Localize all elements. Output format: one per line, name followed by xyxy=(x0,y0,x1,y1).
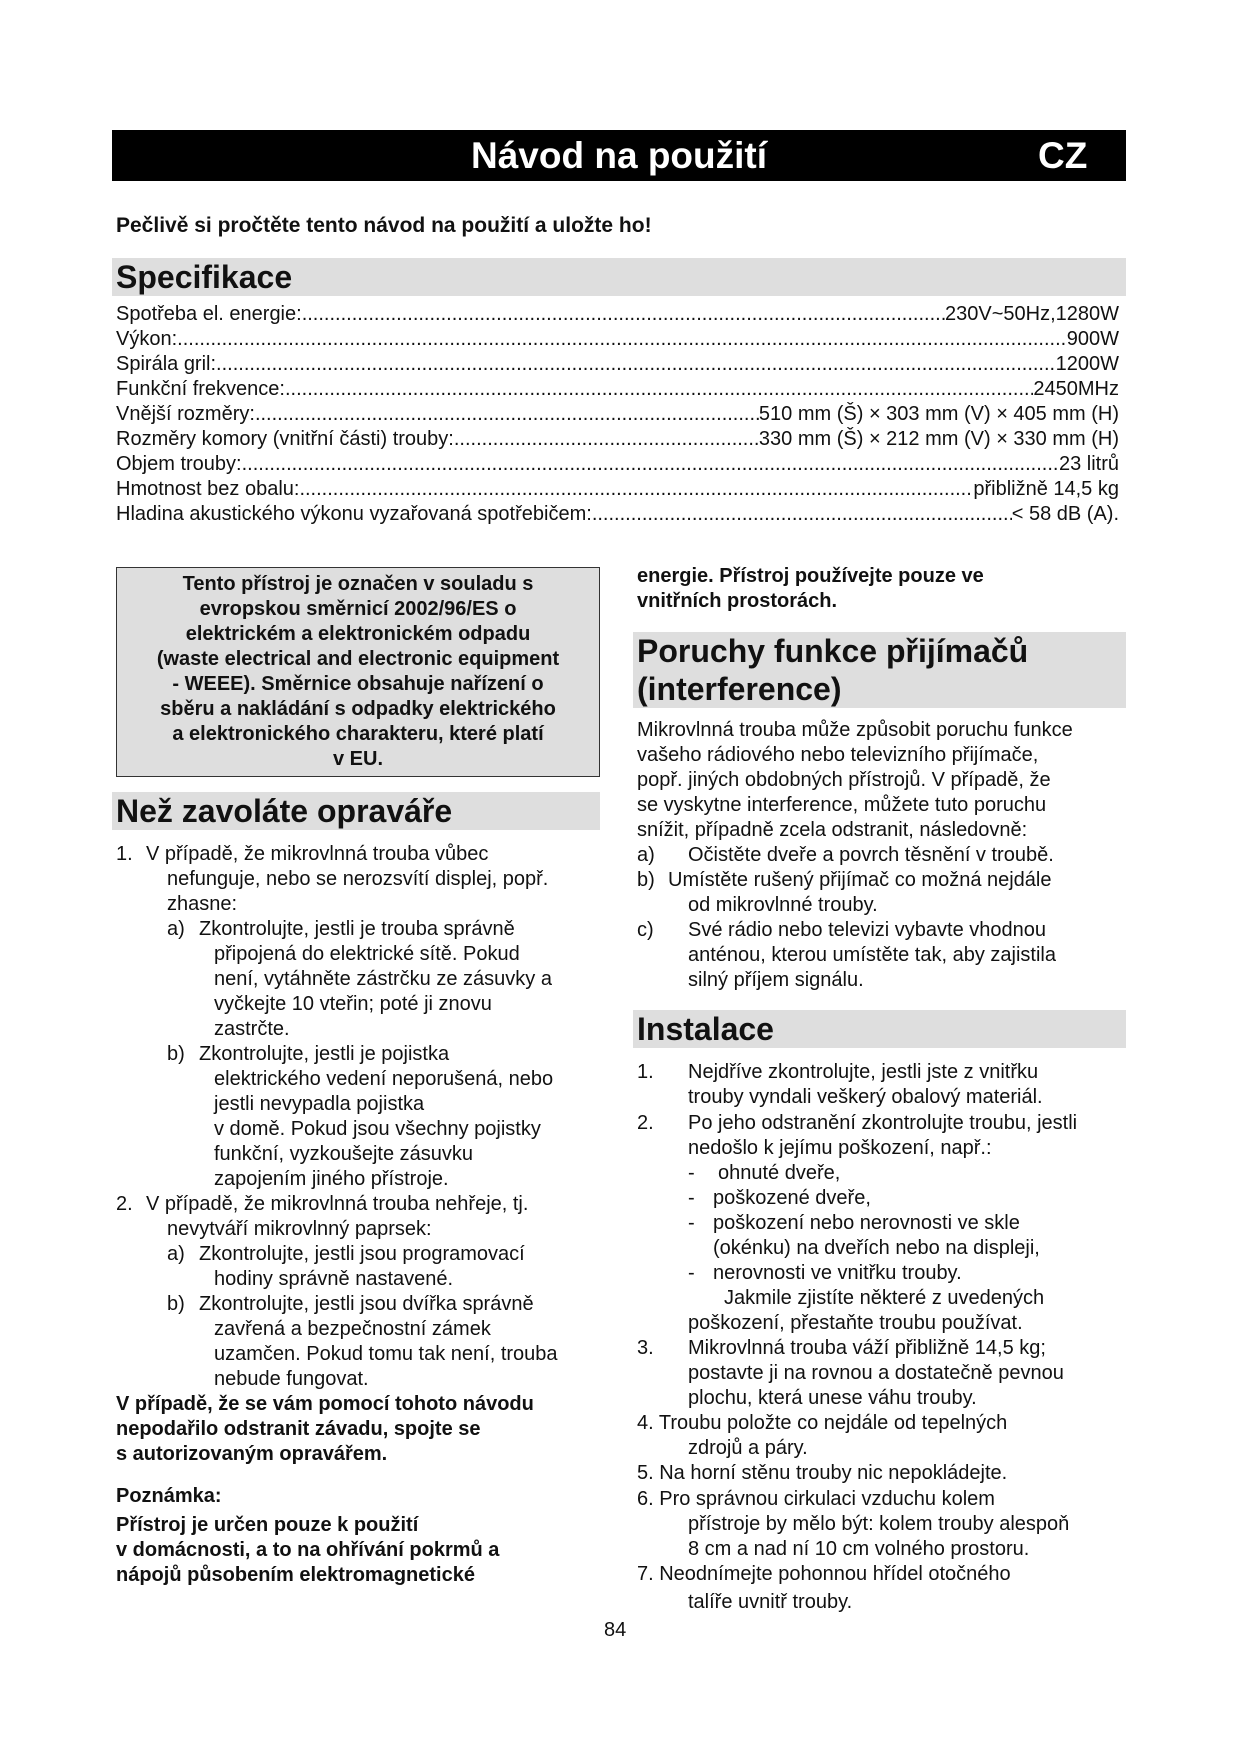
repair-item-1a-text: připojená do elektrické sítě. Pokud xyxy=(214,943,520,965)
repair-item-2a-text: hodiny správně nastavené. xyxy=(214,1268,454,1290)
install-item-text: 8 cm a nad ní 10 cm volného prostoru. xyxy=(688,1538,1030,1560)
weee-line: Tento přístroj je označen v souladu s xyxy=(182,573,534,595)
install-item-number: 1. xyxy=(637,1061,654,1083)
install-item-text: 7. Neodnímejte pohonnou hřídel otočného xyxy=(637,1563,1011,1585)
weee-line: a elektronického charakteru, které platí xyxy=(172,723,544,745)
page-title: Návod na použití xyxy=(471,135,767,176)
interference-c-label: c) xyxy=(637,919,654,941)
language-code: CZ xyxy=(1038,135,1088,176)
repair-item-1b-text: Zkontrolujte, jestli je pojistka xyxy=(199,1043,450,1065)
spec-label: Vnější rozměry: xyxy=(116,403,255,425)
spec-row xyxy=(116,327,1119,352)
spec-value: < 58 dB (A). xyxy=(1011,503,1119,525)
repair-closing: s autorizovaným opravářem. xyxy=(116,1443,388,1465)
interference-paragraph: se vyskytne interference, můžete tuto poruchu xyxy=(637,794,1047,816)
spec-row xyxy=(116,377,1119,402)
repair-item-1b-text: v domě. Pokud jsou všechny pojistky xyxy=(214,1118,541,1140)
repair-closing: V případě, že se vám pomocí tohoto návodu xyxy=(116,1393,534,1415)
spec-value: 1200W xyxy=(1055,353,1119,375)
install-item-number: 3. xyxy=(637,1337,654,1359)
interference-heading xyxy=(633,632,1126,708)
repair-item-2-text: V případě, že mikrovlnná trouba nehřeje, tj. xyxy=(146,1193,529,1215)
spec-row xyxy=(116,477,1119,502)
install-item-text: 4. Troubu položte co nejdále od tepelných xyxy=(637,1412,1008,1434)
interference-heading-line: Poruchy funkce přijímačů xyxy=(637,633,1029,669)
install-item-text: talíře uvnitř trouby. xyxy=(688,1591,853,1613)
dash-bullet: - xyxy=(688,1162,695,1184)
repair-item-1a-label: a) xyxy=(167,918,185,940)
note-continuation: vnitřních prostorách. xyxy=(637,590,838,612)
interference-paragraph: Mikrovlnná trouba může způsobit poruchu funkce xyxy=(637,719,1073,741)
repair-item-2-number: 2. xyxy=(116,1193,133,1215)
spec-row xyxy=(116,402,1119,427)
install-note: poškození, přestaňte troubu používat. xyxy=(688,1312,1023,1334)
repair-item-1b-text: elektrického vedení neporušená, nebo xyxy=(214,1068,554,1090)
repair-item-1-text: V případě, že mikrovlnná trouba vůbec xyxy=(146,843,489,865)
repair-item-1b-text: jestli nevypadla pojistka xyxy=(214,1093,425,1115)
spec-value: 900W xyxy=(1066,328,1119,350)
spec-label: Spirála gril: xyxy=(116,353,217,375)
spec-value: 23 litrů xyxy=(1058,453,1119,475)
interference-b-text: Umístěte rušený přijímač co možná nejdále xyxy=(668,869,1052,891)
dash-bullet: - xyxy=(688,1262,695,1284)
spec-row xyxy=(116,452,1119,477)
repair-item-2b-text: uzamčen. Pokud tomu tak není, trouba xyxy=(214,1343,558,1365)
repair-item-1b-label: b) xyxy=(167,1043,185,1065)
note-text: Přístroj je určen pouze k použití xyxy=(116,1514,419,1536)
repair-item-1b-text: zapojením jiného přístroje. xyxy=(214,1168,449,1190)
dash-bullet: - xyxy=(688,1187,695,1209)
repair-item-2b-text: Zkontrolujte, jestli jsou dvířka správně xyxy=(199,1293,534,1315)
spec-label: Objem trouby: xyxy=(116,453,242,475)
repair-item-1a-text: zastrčte. xyxy=(214,1018,290,1040)
repair-item-2a-text: Zkontrolujte, jestli jsou programovací xyxy=(199,1243,525,1265)
repair-heading: Než zavoláte opraváře xyxy=(112,792,600,830)
weee-line: - WEEE). Směrnice obsahuje nařízení o xyxy=(172,673,544,695)
repair-item-1a-text: Zkontrolujte, jestli je trouba správně xyxy=(199,918,515,940)
interference-paragraph: popř. jiných obdobných přístrojů. V případě, že xyxy=(637,769,1051,791)
install-item-number: 2. xyxy=(637,1112,654,1134)
interference-a-text: Očistěte dveře a povrch těsnění v troubě. xyxy=(688,844,1054,866)
install-item-text: trouby vyndali veškerý obalový materiál. xyxy=(688,1086,1043,1108)
interference-c-text: silný příjem signálu. xyxy=(688,969,864,991)
install-item-text: Nejdříve zkontrolujte, jestli jste z vnitřku xyxy=(688,1061,1039,1083)
repair-item-1-text: nefunguje, nebo se nerozsvítí displej, popř. xyxy=(167,868,549,890)
damage-item: nerovnosti ve vnitřku trouby. xyxy=(713,1262,962,1284)
page-title-bar xyxy=(112,130,1126,181)
spec-label: Výkon: xyxy=(116,328,178,350)
page-number: 84 xyxy=(604,1619,627,1641)
install-item-text: přístroje by mělo být: kolem trouby alespoň xyxy=(688,1513,1070,1535)
spec-value: 330 mm (Š) × 212 mm (V) × 330 mm (H) xyxy=(758,428,1119,450)
specs-heading: Specifikace xyxy=(112,258,1126,296)
spec-row xyxy=(116,502,1119,527)
damage-item: (okénku) na dveřích nebo na displeji, xyxy=(713,1237,1040,1259)
specs-list xyxy=(116,302,1119,527)
weee-line: elektrickém a elektronickém odpadu xyxy=(185,623,531,645)
note-text: nápojů působením elektromagnetické xyxy=(116,1564,475,1586)
damage-item: ohnuté dveře, xyxy=(718,1162,841,1184)
spec-label: Hladina akustického výkonu vyzařovaná spotřebičem: xyxy=(116,503,592,525)
repair-item-2-text: nevytváří mikrovlnný paprsek: xyxy=(167,1218,432,1240)
repair-item-2b-label: b) xyxy=(167,1293,185,1315)
note-continuation: energie. Přístroj používejte pouze ve xyxy=(637,565,984,587)
repair-item-1b-text: funkční, vyzkoušejte zásuvku xyxy=(214,1143,474,1165)
damage-item: poškozené dveře, xyxy=(713,1187,871,1209)
interference-c-text: anténou, kterou umístěte tak, aby zajistila xyxy=(688,944,1056,966)
note-text: v domácnosti, a to na ohřívání pokrmů a xyxy=(116,1539,500,1561)
repair-item-1-number: 1. xyxy=(116,843,133,865)
intro-text: Pečlivě si pročtěte tento návod na použití a uložte ho! xyxy=(116,214,652,237)
spec-row xyxy=(116,427,1119,452)
repair-item-1a-text: vyčkejte 10 vteřin; poté ji znovu xyxy=(214,993,492,1015)
install-heading: Instalace xyxy=(633,1010,1126,1048)
weee-notice-box xyxy=(116,567,600,777)
interference-paragraph: vašeho rádiového nebo televizního přijímače, xyxy=(637,744,1039,766)
weee-line: sběru a nakládání s odpadky elektrického xyxy=(160,698,556,720)
repair-item-1a-text: není, vytáhněte zástrčku ze zásuvky a xyxy=(214,968,552,990)
repair-item-1-text: zhasne: xyxy=(167,893,238,915)
spec-row xyxy=(116,352,1119,377)
note-label: Poznámka: xyxy=(116,1485,222,1507)
repair-item-2b-text: nebude fungovat. xyxy=(214,1368,369,1390)
interference-b-label: b) xyxy=(637,869,655,891)
repair-item-2a-label: a) xyxy=(167,1243,185,1265)
spec-label: Hmotnost bez obalu: xyxy=(116,478,300,500)
spec-value: 230V~50Hz,1280W xyxy=(944,303,1119,325)
spec-label: Rozměry komory (vnitřní části) trouby: xyxy=(116,428,454,450)
install-item-text: 6. Pro správnou cirkulaci vzduchu kolem xyxy=(637,1488,995,1510)
install-item-text: zdrojů a páry. xyxy=(688,1437,808,1459)
install-item-text: nedošlo k jejímu poškození, např.: xyxy=(688,1137,992,1159)
install-item-text: Po jeho odstranění zkontrolujte troubu, jestli xyxy=(688,1112,1078,1134)
interference-heading-line: (interference) xyxy=(637,671,842,707)
repair-item-2b-text: zavřená a bezpečnostní zámek xyxy=(214,1318,491,1340)
interference-c-text: Své rádio nebo televizi vybavte vhodnou xyxy=(688,919,1047,941)
interference-paragraph: snížit, případně zcela odstranit, následovně: xyxy=(637,819,1028,841)
dash-bullet: - xyxy=(688,1212,695,1234)
install-item-text: 5. Na horní stěnu trouby nic nepokládejte. xyxy=(637,1462,1008,1484)
spec-value: přibližně 14,5 kg xyxy=(973,478,1119,500)
damage-item: poškození nebo nerovnosti ve skle xyxy=(713,1212,1020,1234)
weee-line: evropskou směrnicí 2002/96/ES o xyxy=(199,598,517,620)
install-item-text: plochu, která unese váhu trouby. xyxy=(688,1387,977,1409)
spec-label: Funkční frekvence: xyxy=(116,378,285,400)
install-item-text: postavte ji na rovnou a dostatečně pevnou xyxy=(688,1362,1064,1384)
interference-b-text: od mikrovlnné trouby. xyxy=(688,894,878,916)
weee-line: (waste electrical and electronic equipment xyxy=(156,648,560,670)
install-item-text: Mikrovlnná trouba váží přibližně 14,5 kg; xyxy=(688,1337,1046,1359)
interference-a-label: a) xyxy=(637,844,655,866)
spec-value: 510 mm (Š) × 303 mm (V) × 405 mm (H) xyxy=(758,403,1119,425)
install-note: Jakmile zjistíte některé z uvedených xyxy=(724,1287,1045,1309)
spec-row xyxy=(116,302,1119,327)
repair-closing: nepodařilo odstranit závadu, spojte se xyxy=(116,1418,481,1440)
weee-line: v EU. xyxy=(332,748,384,770)
spec-value: 2450MHz xyxy=(1033,378,1119,400)
spec-label: Spotřeba el. energie: xyxy=(116,303,302,325)
